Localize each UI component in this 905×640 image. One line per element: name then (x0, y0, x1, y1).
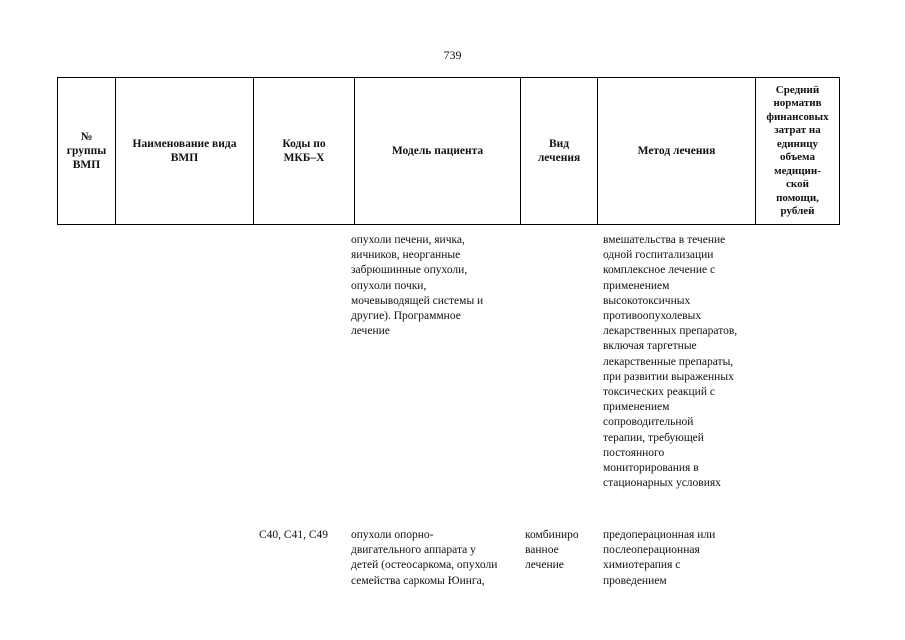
row2-treatment-method: предоперационная или послеоперационная химиотерапия с проведением (603, 529, 716, 587)
header-cost-standard: Средний норматив финансовых затрат на единицу объема медицин- ской помощи, рублей (766, 83, 829, 217)
header-icd-codes: Коды по МКБ–X (254, 78, 355, 224)
header-patient-model: Модель пациента (355, 78, 521, 224)
page-number: 739 (443, 48, 462, 62)
header-treatment-type: Вид лечения (521, 78, 598, 224)
table-header (57, 77, 840, 225)
header-group-number: № группы ВМП (58, 78, 116, 224)
row2-icd-codes: C40, C41, C49 (259, 529, 329, 541)
row1-treatment-method: вмешательства в течение одной госпитализации комплексное лечение с применением высокотоксичных противоопухолевых лекарственных препаратов, включая таргетные лекарственные препараты, при развитии выраженных токсических реакций с применением сопроводительной терапии, требующей постоянного мониторирования в стационарных условиях (603, 234, 738, 490)
row2-treatment-type: комбиниро ванное лечение (525, 529, 579, 572)
header-vmp-name: Наименование вида ВМП (116, 78, 254, 224)
row1-patient-model: опухоли печени, яичка, яичников, неорганные забрюшинные опухоли, опухоли почки, мочевыводящей системы и другие). Программное лечение (351, 234, 484, 338)
header-treatment-method: Метод лечения (598, 78, 756, 224)
row2-patient-model: опухоли опорно- двигательного аппарата у детей (остеосаркома, опухоли семейства саркомы Юинга, (351, 529, 498, 587)
